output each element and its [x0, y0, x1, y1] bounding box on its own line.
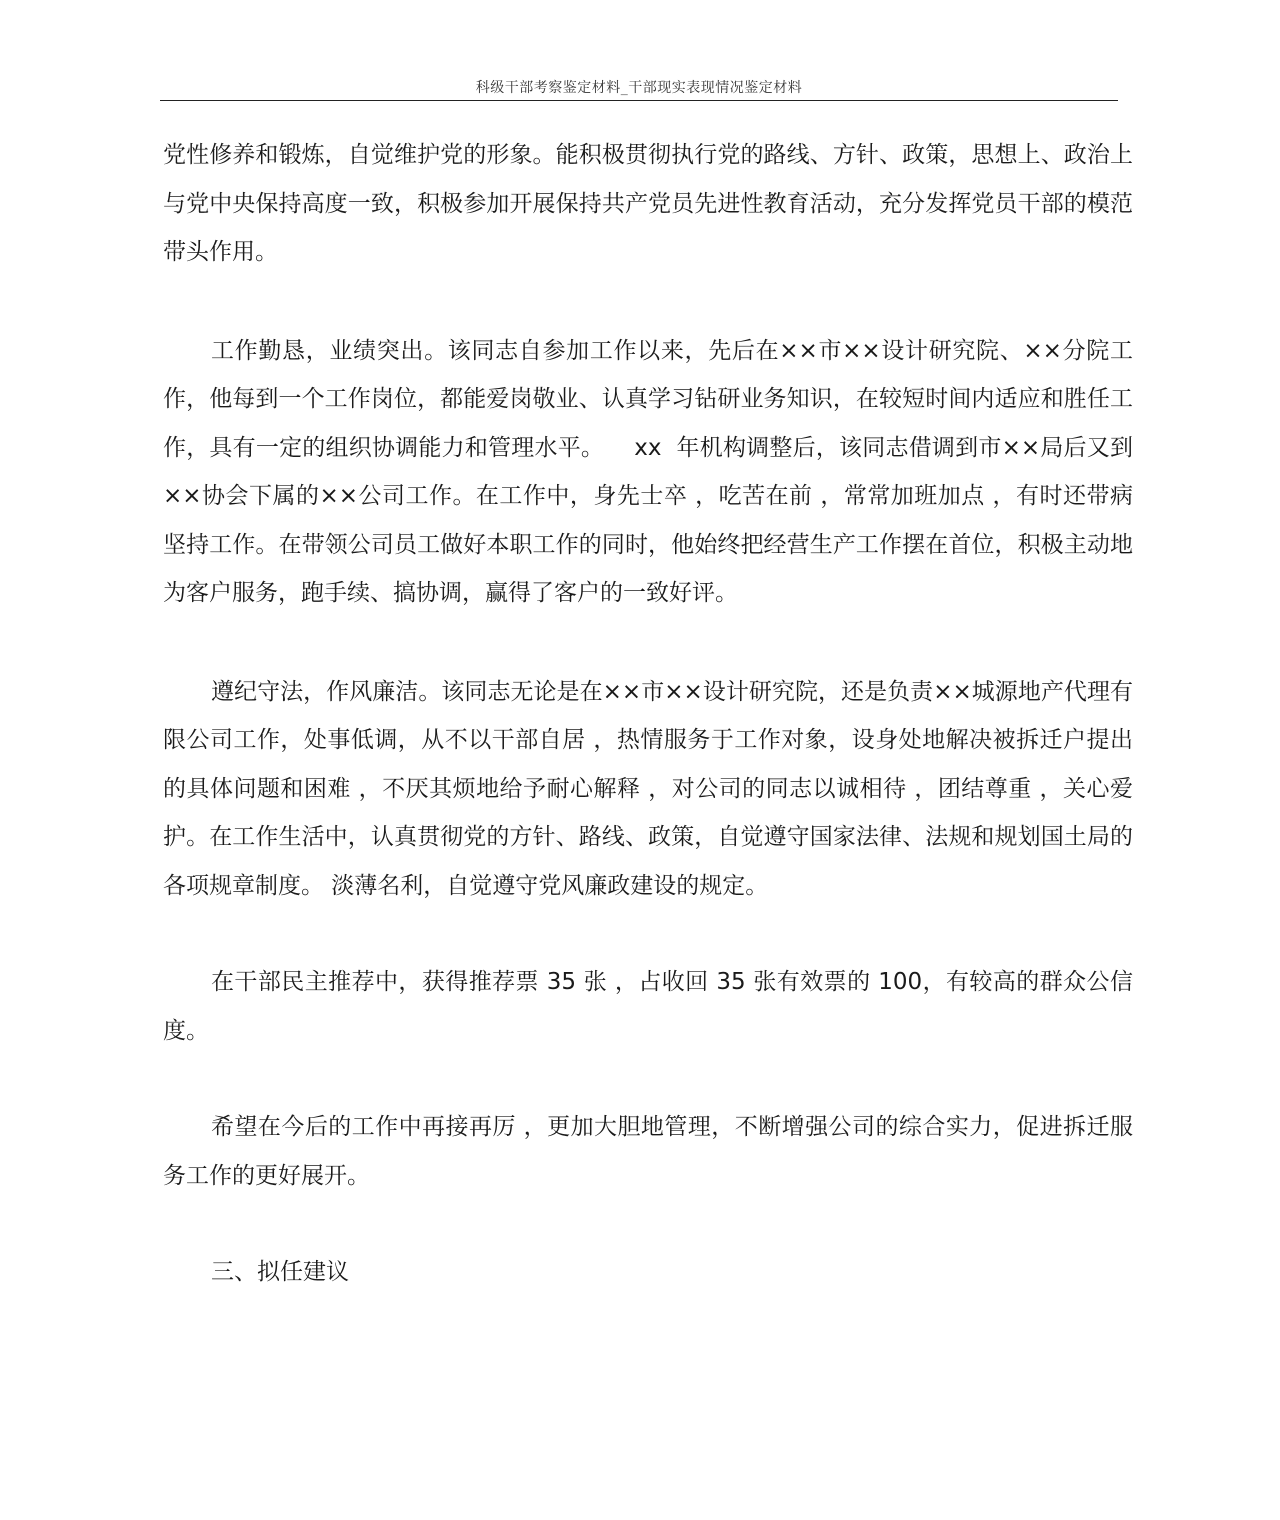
- section-heading-appointment-suggestion: 三、拟任建议: [211, 1259, 349, 1285]
- paragraph-hope: 希望在今后的工作中再接再厉 ，更加大胆地管理，不断增强公司的综合实力，促进拆迁服务工作的更好展开。: [163, 1114, 1133, 1189]
- paragraph-recommendation-votes: 在干部民主推荐中，获得推荐票 35 张 ，占收回 35 张有效票的 100，有较高的群众公信度。: [163, 969, 1133, 1044]
- paragraph-diligent-work: 工作勤恳，业绩突出。该同志自参加工作以来，先后在××市××设计研究院、××分院工作，他每到一个工作岗位，都能爱岗敬业、认真学习钻研业务知识，在较短时间内适应和胜任工作，具有一定的组织协调能力和管理水平。 xx 年机构调整后，该同志借调到市××局后又到××协会下属的××公司工作。在工作中，身先士卒 ，吃苦在前 ，常常加班加点 ，有时还带病坚持工作。在带领公司员工做好本职工作的同时，他始终把经营生产工作摆在首位，积极主动地为客户服务，跑手续、搞协调，赢得了客户的一致好评。: [163, 337, 1133, 606]
- document-body: [163, 131, 1133, 1297]
- paragraph-discipline-integrity: 遵纪守法，作风廉洁。该同志无论是在××市××设计研究院，还是负责××城源地产代理有限公司工作，处事低调，从不以干部自居 ，热情服务于工作对象，设身处地解决被拆迁户提出的具体问题和困难 ，不厌其烦地给予耐心解释 ，对公司的同志以诚相待 ，团结尊重 ，关心爱护。在工作生活中，认真贯彻党的方针、路线、政策，自觉遵守国家法律、法规和规划国土局的各项规章制度。 淡薄名利，自觉遵守党风廉政建设的规定。: [163, 678, 1133, 899]
- paragraph-party-cultivation: 党性修养和锻炼，自觉维护党的形象。能积极贯彻执行党的路线、方针、政策，思想上、政治上与党中央保持高度一致，积极参加开展保持共产党员先进性教育活动，充分发挥党员干部的模范带头作用。: [163, 142, 1133, 265]
- page-header: 科级干部考察鉴定材料_干部现实表现情况鉴定材料: [160, 78, 1118, 101]
